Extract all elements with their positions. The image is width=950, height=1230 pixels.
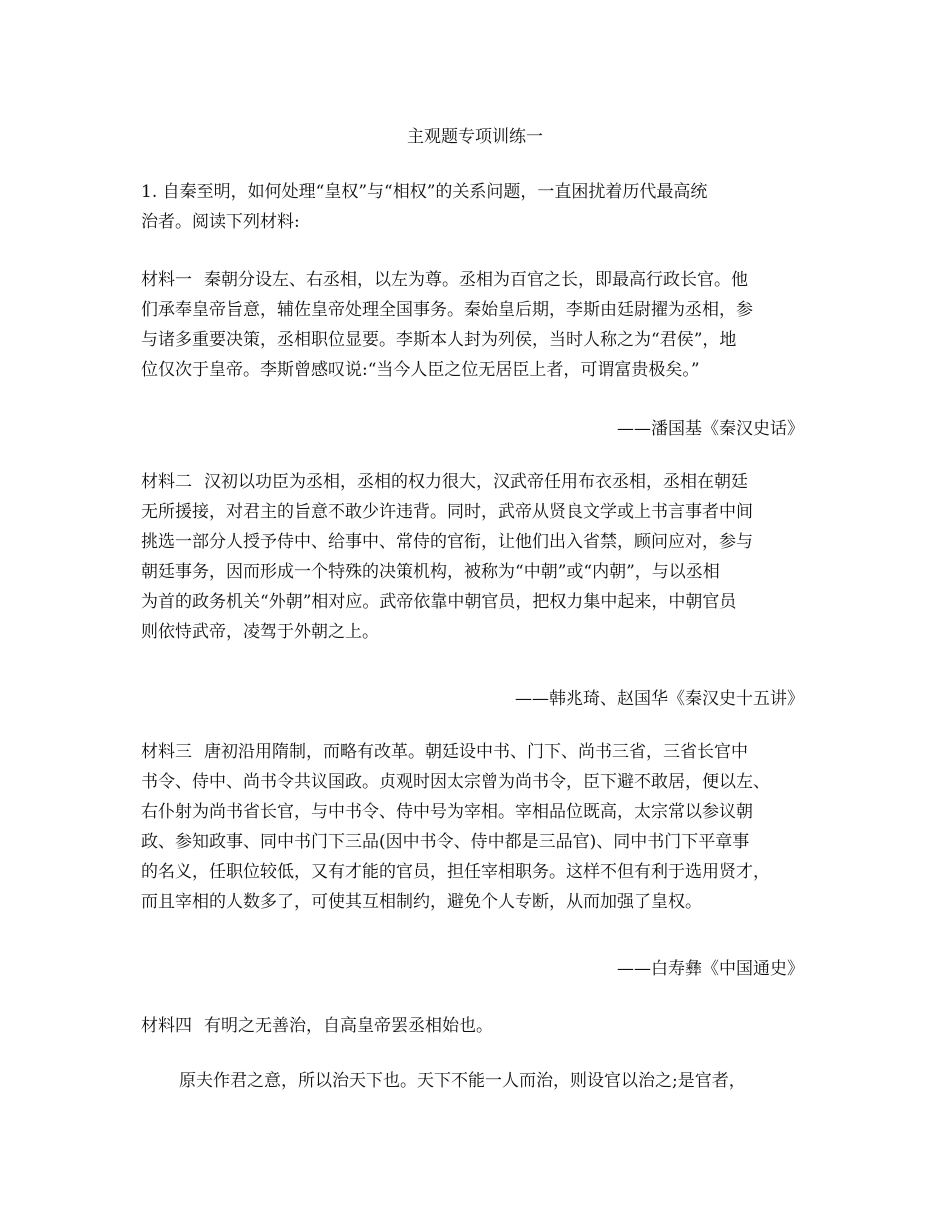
material-2-line xyxy=(141,467,811,497)
material-2 xyxy=(141,467,811,647)
material-2-line: 挑选一部分人授予侍中、给事中、常侍的官衔，让他们出入省禁，顾问应对，参与 xyxy=(141,532,753,552)
material-3-line: 而且宰相的人数多了，可使其互相制约，避免个人专断，从而加强了皇权。 xyxy=(141,892,702,912)
material-4-continuation-line: 原夫作君之意，所以治天下也。天下不能一人而治，则设官以治之;是官者， xyxy=(179,1071,746,1091)
material-3-line: 政、参知政事、同中书门下三品(因中书令、侍中都是三品官)、同中书门下平章事 xyxy=(141,832,750,852)
material-3 xyxy=(141,737,811,917)
material-1-line xyxy=(141,265,811,295)
material-2-line: 为首的政务机关“外朝”相对应。武帝依靠中朝官员，把权力集中起来，中朝官员 xyxy=(141,592,737,612)
page-title: 主观题专项训练一 xyxy=(407,127,543,147)
material-1-label: 材料一 xyxy=(141,270,192,290)
material-3-source: ——白寿彝《中国通史》 xyxy=(617,959,804,979)
material-1-source: ——潘国基《秦汉史话》 xyxy=(617,419,804,439)
material-4-label: 材料四 xyxy=(141,1016,192,1036)
question-line: 1. 自秦至明，如何处理“皇权”与“相权”的关系问题，一直困扰着历代最高统 xyxy=(141,182,708,202)
question-intro xyxy=(141,177,811,237)
material-4 xyxy=(141,1011,811,1041)
material-2-line: 则依恃武帝，凌驾于外朝之上。 xyxy=(141,622,379,642)
material-3-line: 书令、侍中、尚书令共议国政。贞观时因太宗曾为尚书令，臣下避不敢居，便以左、 xyxy=(141,772,770,792)
question-line: 治者。阅读下列材料: xyxy=(141,212,300,232)
material-1-line: 们承奉皇帝旨意，辅佐皇帝处理全国事务。秦始皇后期，李斯由廷尉擢为丞相，参 xyxy=(141,300,753,320)
material-4-line xyxy=(141,1011,811,1041)
material-3-line: 右仆射为尚书省长官，与中书令、侍中号为宰相。宰相品位既高，太宗常以参议朝 xyxy=(141,802,753,822)
material-1-line: 与诸多重要决策，丞相职位显要。李斯本人封为列侯，当时人称之为“君侯”，地 xyxy=(141,330,737,350)
material-3-line xyxy=(141,737,811,767)
material-3-text: 唐初沿用隋制，而略有改革。朝廷设中书、门下、尚书三省，三省长官中 xyxy=(204,742,748,762)
material-3-label: 材料三 xyxy=(141,742,192,762)
material-1-line: 位仅次于皇帝。李斯曾感叹说:“当今人臣之位无居臣上者，可谓富贵极矣。” xyxy=(141,360,700,380)
material-2-source: ——韩兆琦、赵国华《秦汉史十五讲》 xyxy=(515,689,804,709)
material-3-line: 的名义，任职位较低，又有才能的官员，担任宰相职务。这样不但有利于选用贤才， xyxy=(141,862,770,882)
material-4-continuation xyxy=(141,1066,811,1096)
material-4-text: 有明之无善治，自高皇帝罢丞相始也。 xyxy=(204,1016,493,1036)
material-2-label: 材料二 xyxy=(141,472,192,492)
material-2-text: 汉初以功臣为丞相，丞相的权力很大，汉武帝任用布衣丞相，丞相在朝廷 xyxy=(204,472,748,492)
material-2-line: 无所援接，对君主的旨意不敢少许违背。同时，武帝从贤良文学或上书言事者中间 xyxy=(141,502,753,522)
material-2-line: 朝廷事务，因而形成一个特殊的决策机构，被称为“中朝”或“内朝”，与以丞相 xyxy=(141,562,720,582)
material-1 xyxy=(141,265,811,385)
material-1-text: 秦朝分设左、右丞相，以左为尊。丞相为百官之长，即最高行政长官。他 xyxy=(204,270,748,290)
